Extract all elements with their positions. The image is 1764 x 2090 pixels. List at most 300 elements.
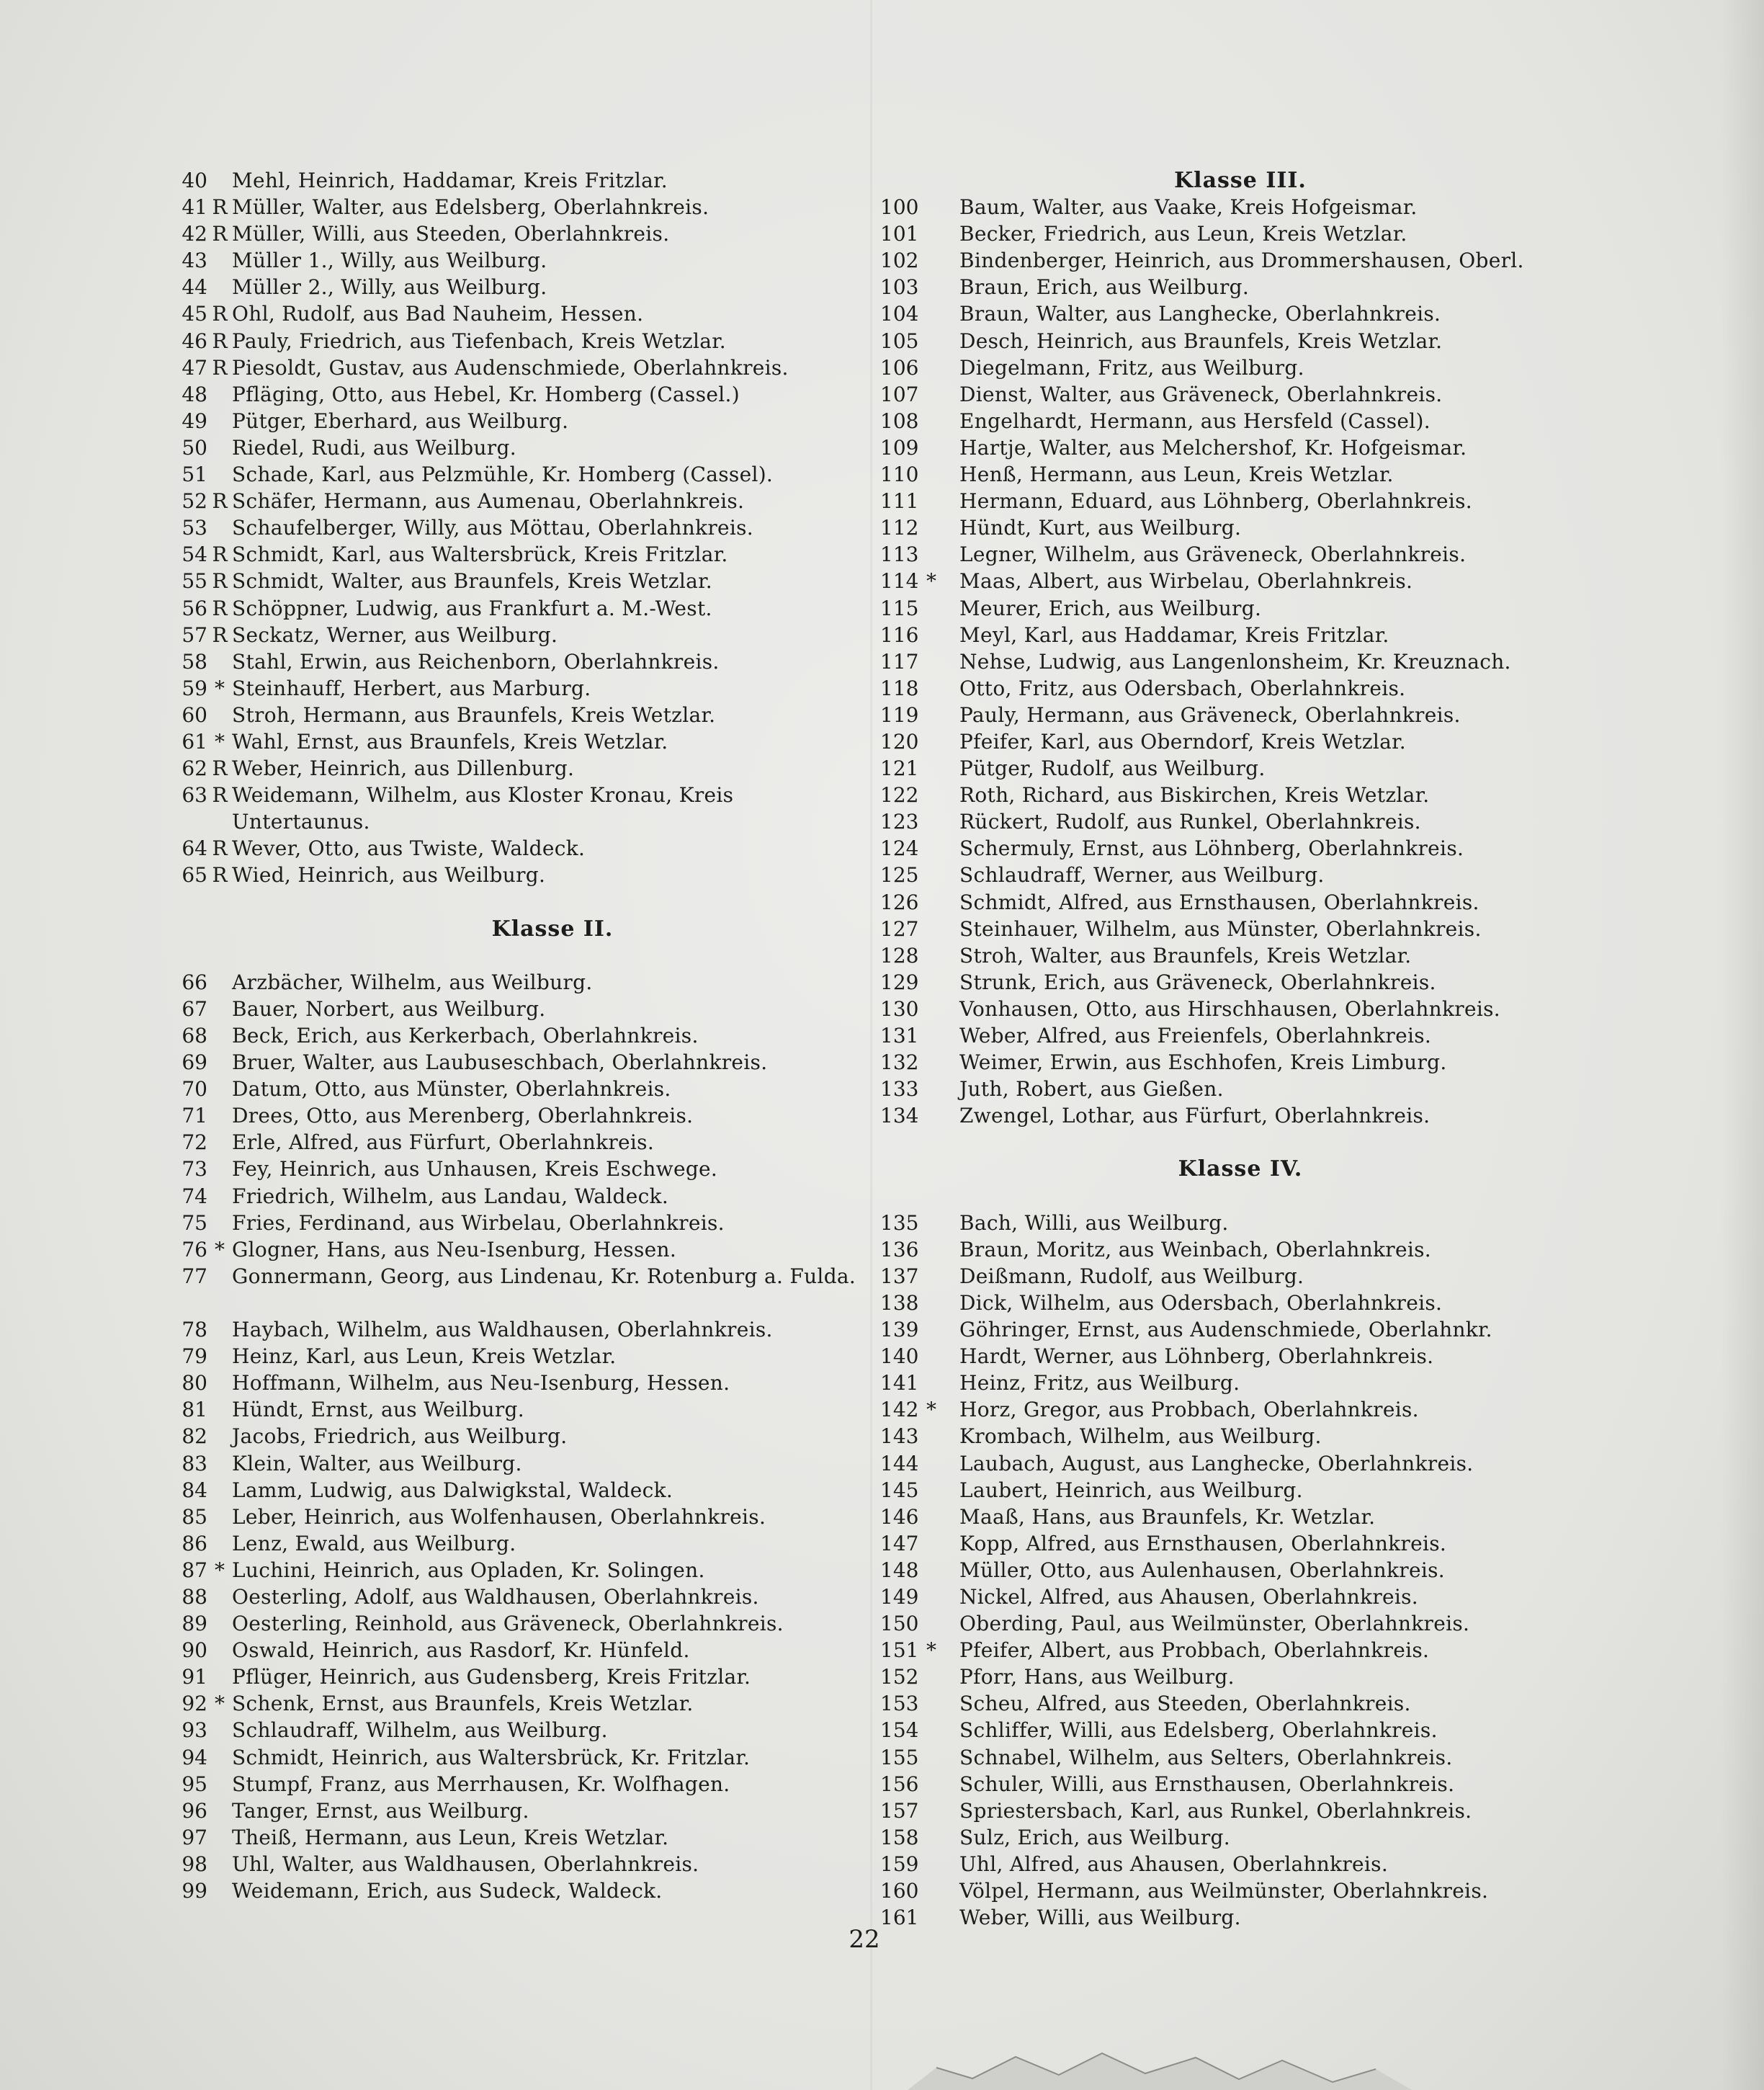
entry-mark: R [212,489,228,514]
entry-name: Dienst, Walter, aus Gräveneck, Oberlahnkreis. [959,382,1443,406]
entry-number: 142 [880,1398,919,1422]
entry-number: 106 [880,355,919,380]
entry-name: Piesoldt, Gustav, aus Audenschmiede, Oberlahnkreis. [232,355,789,380]
entry-number: 120 [880,729,919,754]
entry-mark: R [212,329,228,353]
list-item [880,835,1600,862]
entry-name: Mehl, Heinrich, Haddamar, Kreis Fritzlar. [232,169,668,192]
entry-name: Diegelmann, Fritz, aus Weilburg. [959,355,1304,380]
list-item [880,996,1600,1022]
entry-number: 112 [880,516,919,540]
entry-number: 161 [880,1906,919,1930]
entry-name: Völpel, Hermann, aus Weilmünster, Oberlahnkreis. [959,1879,1489,1903]
entry-name: Wahl, Ernst, aus Braunfels, Kreis Wetzlar. [232,729,668,754]
entry-name: Schuler, Willi, aus Ernsthausen, Oberlahnkreis. [959,1772,1455,1796]
entry-name: Roth, Richard, aus Biskirchen, Kreis Wetzlar. [959,783,1430,808]
entry-number: 114 [880,569,919,594]
entry-number: 42 [182,222,207,246]
entry-number: 50 [182,435,207,460]
entry-name: Braun, Walter, aus Langhecke, Oberlahnkreis. [959,302,1441,326]
entry-name: Bauer, Norbert, aus Weilburg. [232,996,546,1021]
klasse-2-heading: Klasse II. [491,916,614,942]
list-item [153,1717,873,1743]
entry-number: 67 [182,996,207,1021]
entry-name: Stroh, Walter, aus Braunfels, Kreis Wetzlar. [959,943,1412,968]
list-item [880,1076,1600,1102]
entry-number: 110 [880,463,919,487]
entry-name: Schaufelberger, Willy, aus Möttau, Oberlahnkreis. [232,516,753,540]
list-item [153,488,873,514]
list-item [880,1771,1600,1798]
list-item [153,1798,873,1824]
entry-name: Drees, Otto, aus Merenberg, Oberlahnkreis. [232,1104,694,1128]
entry-number: 43 [182,249,207,273]
entry-number: 51 [182,463,207,487]
entry-name: Arzbächer, Wilhelm, aus Weilburg. [232,970,593,994]
entry-name: Ohl, Rudolf, aus Bad Nauheim, Hessen. [232,302,644,326]
entry-mark: * [215,1558,225,1582]
list-item [153,1022,873,1049]
page-edge-shadow [1721,0,1764,2090]
list-item [153,1771,873,1798]
entry-number: 87 [182,1558,207,1582]
entry-number: 63 [182,783,207,808]
entry-number: 74 [182,1184,207,1208]
entry-number: 54 [182,542,207,567]
entry-number: 102 [880,249,919,273]
entry-number: 122 [880,783,919,808]
klasse-4-list [880,1210,1600,1932]
list-item [880,1798,1600,1824]
entry-number: 117 [880,649,919,674]
list-item [880,808,1600,835]
entry-number: 47 [182,355,207,380]
entry-name: Vonhausen, Otto, aus Hirschhausen, Oberlahnkreis. [959,996,1500,1021]
entry-name: Lenz, Ewald, aus Weilburg. [232,1531,516,1555]
list-item [153,1877,873,1904]
entry-mark: * [215,676,225,700]
entry-name: Lamm, Ludwig, aus Dalwigkstal, Waldeck. [232,1478,673,1502]
entry-number: 127 [880,916,919,941]
entry-name: Schermuly, Ernst, aus Löhnberg, Oberlahnkreis. [959,836,1464,861]
entry-name: Leber, Heinrich, aus Wolfenhausen, Oberlahnkreis. [232,1504,766,1529]
list-item [153,862,873,888]
entry-name: Nehse, Ludwig, aus Langenlonsheim, Kr. Kreuznach. [959,649,1511,674]
list-item [153,568,873,594]
entry-number: 77 [182,1264,207,1288]
list-item [153,1477,873,1504]
entry-name: Spriestersbach, Karl, aus Runkel, Oberlahnkreis. [959,1798,1472,1823]
entry-name: Schlaudraff, Wilhelm, aus Weilburg. [232,1718,608,1743]
entry-number: 62 [182,756,207,781]
entry-name: Scheu, Alfred, aus Steeden, Oberlahnkreis. [959,1692,1411,1716]
entry-number: 132 [880,1050,919,1075]
list-item [153,1584,873,1610]
list-item [880,942,1600,969]
spacer [153,942,873,969]
entry-number: 119 [880,702,919,727]
entry-name: Oesterling, Adolf, aus Waldhausen, Oberlahnkreis. [232,1584,759,1609]
list-item [880,220,1600,247]
entry-name: Datum, Otto, aus Münster, Oberlahnkreis. [232,1077,671,1102]
entry-mark: R [212,783,228,808]
entry-number: 141 [880,1371,919,1395]
entry-number: 149 [880,1584,919,1609]
entry-number: 116 [880,622,919,647]
list-item [153,194,873,220]
list-item [880,728,1600,755]
list-item [880,916,1600,942]
entry-name: Weidemann, Wilhelm, aus Kloster Kronau, Kreis Untertaunus. [232,783,734,834]
entry-name: Müller, Walter, aus Edelsberg, Oberlahnkreis. [232,195,709,220]
list-item [880,1316,1600,1343]
list-item [880,755,1600,782]
entry-number: 154 [880,1718,919,1743]
entry-number: 160 [880,1879,919,1903]
entry-number: 135 [880,1210,919,1235]
list-item [880,1530,1600,1557]
entry-name: Wied, Heinrich, aus Weilburg. [232,863,546,888]
entry-name: Zwengel, Lothar, aus Fürfurt, Oberlahnkreis. [959,1104,1431,1128]
entry-name: Oberding, Paul, aus Weilmünster, Oberlahnkreis. [959,1612,1470,1636]
entry-number: 101 [880,222,919,246]
entry-number: 75 [182,1210,207,1235]
entry-name: Glogner, Hans, aus Neu-Isenburg, Hessen. [232,1237,677,1261]
entry-number: 139 [880,1318,919,1342]
entry-number: 73 [182,1157,207,1182]
entry-name: Dick, Wilhelm, aus Odersbach, Oberlahnkreis. [959,1290,1443,1315]
entry-name: Müller 2., Willy, aus Weilburg. [232,275,547,300]
entry-name: Müller, Otto, aus Aulenhausen, Oberlahnkreis. [959,1558,1445,1582]
list-item [153,1316,873,1343]
entry-number: 55 [182,569,207,594]
list-item [880,488,1600,514]
entry-number: 151 [880,1638,919,1663]
entry-name: Pforr, Hans, aus Weilburg. [959,1665,1235,1689]
entry-number: 105 [880,329,919,353]
entry-name: Kopp, Alfred, aus Ernsthausen, Oberlahnkreis. [959,1531,1447,1555]
list-item [880,1637,1600,1663]
entry-mark: R [212,863,228,888]
list-item [880,889,1600,916]
entry-name: Erle, Alfred, aus Fürfurt, Oberlahnkreis. [232,1130,655,1155]
entry-number: 159 [880,1852,919,1876]
list-item [880,541,1600,568]
entry-name: Steinhauff, Herbert, aus Marburg. [232,676,591,700]
list-item [880,1477,1600,1504]
entry-number: 156 [880,1772,919,1796]
entry-number: 89 [182,1612,207,1636]
entry-name: Stroh, Hermann, aus Braunfels, Kreis Wetzlar. [232,702,716,727]
spacer [153,889,873,916]
entry-name: Bach, Willi, aus Weilburg. [959,1210,1229,1235]
list-item [153,1690,873,1717]
entry-name: Theiß, Hermann, aus Leun, Kreis Wetzlar. [232,1825,669,1849]
entry-number: 88 [182,1584,207,1609]
entry-number: 129 [880,970,919,994]
entry-name: Schenk, Ernst, aus Braunfels, Kreis Wetzlar. [232,1692,694,1716]
entry-mark: * [926,1638,936,1663]
entry-name: Weimer, Erwin, aus Eschhofen, Kreis Limburg. [959,1050,1447,1075]
entry-number: 46 [182,329,207,353]
entry-number: 118 [880,676,919,700]
entry-name: Strunk, Erich, aus Gräveneck, Oberlahnkreis. [959,970,1436,994]
list-item [880,1343,1600,1370]
list-item [153,1102,873,1129]
list-item [153,1851,873,1877]
entry-name: Maas, Albert, aus Wirbelau, Oberlahnkreis. [959,569,1413,594]
entry-mark: R [212,542,228,567]
entry-name: Weber, Alfred, aus Freienfels, Oberlahnkreis. [959,1024,1432,1048]
list-item [153,1343,873,1370]
entry-name: Weber, Willi, aus Weilburg. [959,1906,1241,1930]
entry-number: 100 [880,195,919,220]
list-item [880,595,1600,622]
list-item [880,408,1600,434]
entry-number: 104 [880,302,919,326]
entry-number: 52 [182,489,207,514]
entry-name: Schade, Karl, aus Pelzmühle, Kr. Homberg (Cassel). [232,463,774,487]
entry-number: 70 [182,1077,207,1102]
entry-number: 57 [182,622,207,647]
entry-name: Beck, Erich, aus Kerkerbach, Oberlahnkreis. [232,1024,699,1048]
entry-name: Haybach, Wilhelm, aus Waldhausen, Oberlahnkreis. [232,1318,773,1342]
list-item [880,194,1600,220]
list-item [880,1049,1600,1076]
list-item [153,1530,873,1557]
entry-number: 150 [880,1612,919,1636]
entry-number: 69 [182,1050,207,1075]
entry-number: 115 [880,596,919,620]
entry-name: Oesterling, Reinhold, aus Gräveneck, Oberlahnkreis. [232,1612,784,1636]
entry-name: Schmidt, Heinrich, aus Waltersbrück, Kr. Fritzlar. [232,1745,751,1769]
entry-number: 109 [880,435,919,460]
list-item [153,1450,873,1477]
entry-number: 81 [182,1398,207,1422]
entry-number: 158 [880,1825,919,1849]
entry-number: 143 [880,1424,919,1449]
entry-number: 148 [880,1558,919,1582]
entry-number: 59 [182,676,207,700]
entry-name: Stumpf, Franz, aus Merrhausen, Kr. Wolfhagen. [232,1772,730,1796]
entry-number: 107 [880,382,919,406]
list-item [880,1370,1600,1396]
entry-name: Hündt, Ernst, aus Weilburg. [232,1398,524,1422]
entry-mark: R [212,569,228,594]
list-item [153,1076,873,1102]
list-item [153,622,873,648]
list-item [880,1290,1600,1316]
entry-name: Schöppner, Ludwig, aus Frankfurt a. M.-West. [232,596,712,620]
entry-number: 124 [880,836,919,861]
entry-name: Pauly, Friedrich, aus Tiefenbach, Kreis Wetzlar. [232,329,727,353]
entry-name: Henß, Hermann, aus Leun, Kreis Wetzlar. [959,463,1394,487]
entry-number: 83 [182,1451,207,1475]
list-item [153,1423,873,1450]
entry-number: 66 [182,970,207,994]
list-item [153,461,873,488]
entry-mark: * [215,1692,225,1716]
entry-number: 98 [182,1852,207,1876]
list-item [153,702,873,728]
entry-number: 96 [182,1798,207,1823]
list-item [153,408,873,434]
entry-number: 108 [880,408,919,433]
entry-name: Nickel, Alfred, aus Ahausen, Oberlahnkreis. [959,1584,1418,1609]
list-item [880,1663,1600,1690]
entry-name: Legner, Wilhelm, aus Gräveneck, Oberlahnkreis. [959,542,1467,567]
list-item [153,1210,873,1236]
entry-number: 97 [182,1825,207,1849]
entry-mark: R [212,195,228,220]
entry-name: Desch, Heinrich, aus Braunfels, Kreis Wetzlar. [959,329,1443,353]
entry-name: Horz, Gregor, aus Probbach, Oberlahnkreis. [959,1398,1419,1422]
list-item [153,1129,873,1156]
list-item [880,434,1600,461]
klasse-4-heading: Klasse IV. [1178,1156,1303,1182]
entry-number: 131 [880,1024,919,1048]
entry-number: 113 [880,542,919,567]
entry-name: Fries, Ferdinand, aus Wirbelau, Oberlahnkreis. [232,1210,725,1235]
entry-name: Heinz, Karl, aus Leun, Kreis Wetzlar. [232,1344,617,1369]
list-item [153,220,873,247]
entry-number: 48 [182,382,207,406]
entry-number: 128 [880,943,919,968]
list-item [880,1423,1600,1450]
entry-number: 103 [880,275,919,300]
entry-name: Juth, Robert, aus Gießen. [959,1077,1224,1102]
entry-name: Bruer, Walter, aus Laubuseschbach, Oberlahnkreis. [232,1050,768,1075]
list-item [153,381,873,408]
entry-name: Müller 1., Willy, aus Weilburg. [232,249,547,273]
entry-name: Fey, Heinrich, aus Unhausen, Kreis Eschwege. [232,1157,718,1182]
entry-number: 76 [182,1237,207,1261]
list-item [153,328,873,354]
list-item [880,1022,1600,1049]
list-item [153,1824,873,1851]
entry-name: Schmidt, Walter, aus Braunfels, Kreis Wetzlar. [232,569,712,594]
entry-name: Maaß, Hans, aus Braunfels, Kr. Wetzlar. [959,1504,1376,1529]
entry-number: 146 [880,1504,919,1529]
list-item [880,1210,1600,1236]
entry-name: Heinz, Fritz, aus Weilburg. [959,1371,1240,1395]
entry-mark: R [212,836,228,861]
entry-number: 111 [880,489,919,514]
entry-number: 136 [880,1237,919,1261]
paper-tear-damage [908,1988,1412,2090]
list-item [153,1183,873,1210]
list-item [153,167,873,194]
entry-number: 157 [880,1798,919,1823]
entry-name: Uhl, Walter, aus Waldhausen, Oberlahnkreis. [232,1852,699,1876]
entry-number: 123 [880,810,919,834]
entry-number: 40 [182,169,207,192]
entry-number: 153 [880,1692,919,1716]
entry-number: 147 [880,1531,919,1555]
entry-number: 92 [182,1692,207,1716]
entry-number: 61 [182,729,207,754]
entry-number: 45 [182,302,207,326]
list-item [880,381,1600,408]
entry-name: Seckatz, Werner, aus Weilburg. [232,622,558,647]
list-item [880,1690,1600,1717]
list-item [880,782,1600,808]
entry-name: Riedel, Rudi, aus Weilburg. [232,435,516,460]
list-item [153,1156,873,1182]
entry-name: Deißmann, Rudolf, aus Weilburg. [959,1264,1304,1288]
list-item [880,461,1600,488]
entry-mark: R [212,596,228,620]
entry-number: 126 [880,890,919,914]
entry-name: Pütger, Eberhard, aus Weilburg. [232,408,569,433]
entry-number: 85 [182,1504,207,1529]
entry-name: Schäfer, Hermann, aus Aumenau, Oberlahnkreis. [232,489,745,514]
entry-name: Engelhardt, Hermann, aus Hersfeld (Cassel). [959,408,1431,433]
left-column [153,167,873,1904]
list-item [880,1851,1600,1877]
entry-name: Luchini, Heinrich, aus Opladen, Kr. Solingen. [232,1558,705,1582]
list-item [880,702,1600,728]
list-item [153,1744,873,1771]
spacer [880,1129,1600,1156]
list-item [880,675,1600,702]
list-item [880,328,1600,354]
list-item [153,728,873,755]
list-item [153,595,873,622]
entry-name: Meurer, Erich, aus Weilburg. [959,596,1262,620]
entry-mark: R [212,622,228,647]
entry-name: Pütger, Rudolf, aus Weilburg. [959,756,1266,781]
entry-mark: R [212,302,228,326]
list-item [880,1396,1600,1423]
entry-number: 86 [182,1531,207,1555]
list-item [153,1557,873,1584]
entry-number: 155 [880,1745,919,1769]
list-item [880,354,1600,381]
entry-name: Meyl, Karl, aus Haddamar, Kreis Fritzlar. [959,622,1389,647]
entry-mark: R [212,756,228,781]
entry-name: Schmidt, Karl, aus Waltersbrück, Kreis Fritzlar. [232,542,728,567]
list-item [153,835,873,862]
student-list-continued [153,167,873,889]
entry-mark: * [215,1237,225,1261]
entry-name: Hartje, Walter, aus Melchershof, Kr. Hofgeismar. [959,435,1467,460]
entry-name: Braun, Erich, aus Weilburg. [959,275,1250,300]
list-item [153,996,873,1022]
entry-number: 95 [182,1772,207,1796]
entry-name: Pauly, Hermann, aus Gräveneck, Oberlahnkreis. [959,702,1461,727]
entry-name: Müller, Willi, aus Steeden, Oberlahnkreis. [232,222,670,246]
list-item [153,755,873,782]
entry-name: Friedrich, Wilhelm, aus Landau, Waldeck. [232,1184,669,1208]
list-item [153,434,873,461]
klasse-3-heading: Klasse III. [1174,168,1307,193]
entry-name: Krombach, Wilhelm, aus Weilburg. [959,1424,1322,1449]
entry-name: Göhringer, Ernst, aus Audenschmiede, Oberlahnkr. [959,1318,1492,1342]
list-item [880,1450,1600,1477]
list-item [153,1370,873,1396]
list-item [880,514,1600,541]
entry-number: 80 [182,1371,207,1395]
entry-number: 65 [182,863,207,888]
list-item [880,969,1600,996]
page-number: 22 [849,1925,880,1954]
list-item [153,1236,873,1263]
entry-number: 145 [880,1478,919,1502]
list-item [880,648,1600,675]
entry-name: Laubert, Heinrich, aus Weilburg. [959,1478,1303,1502]
entry-number: 144 [880,1451,919,1475]
